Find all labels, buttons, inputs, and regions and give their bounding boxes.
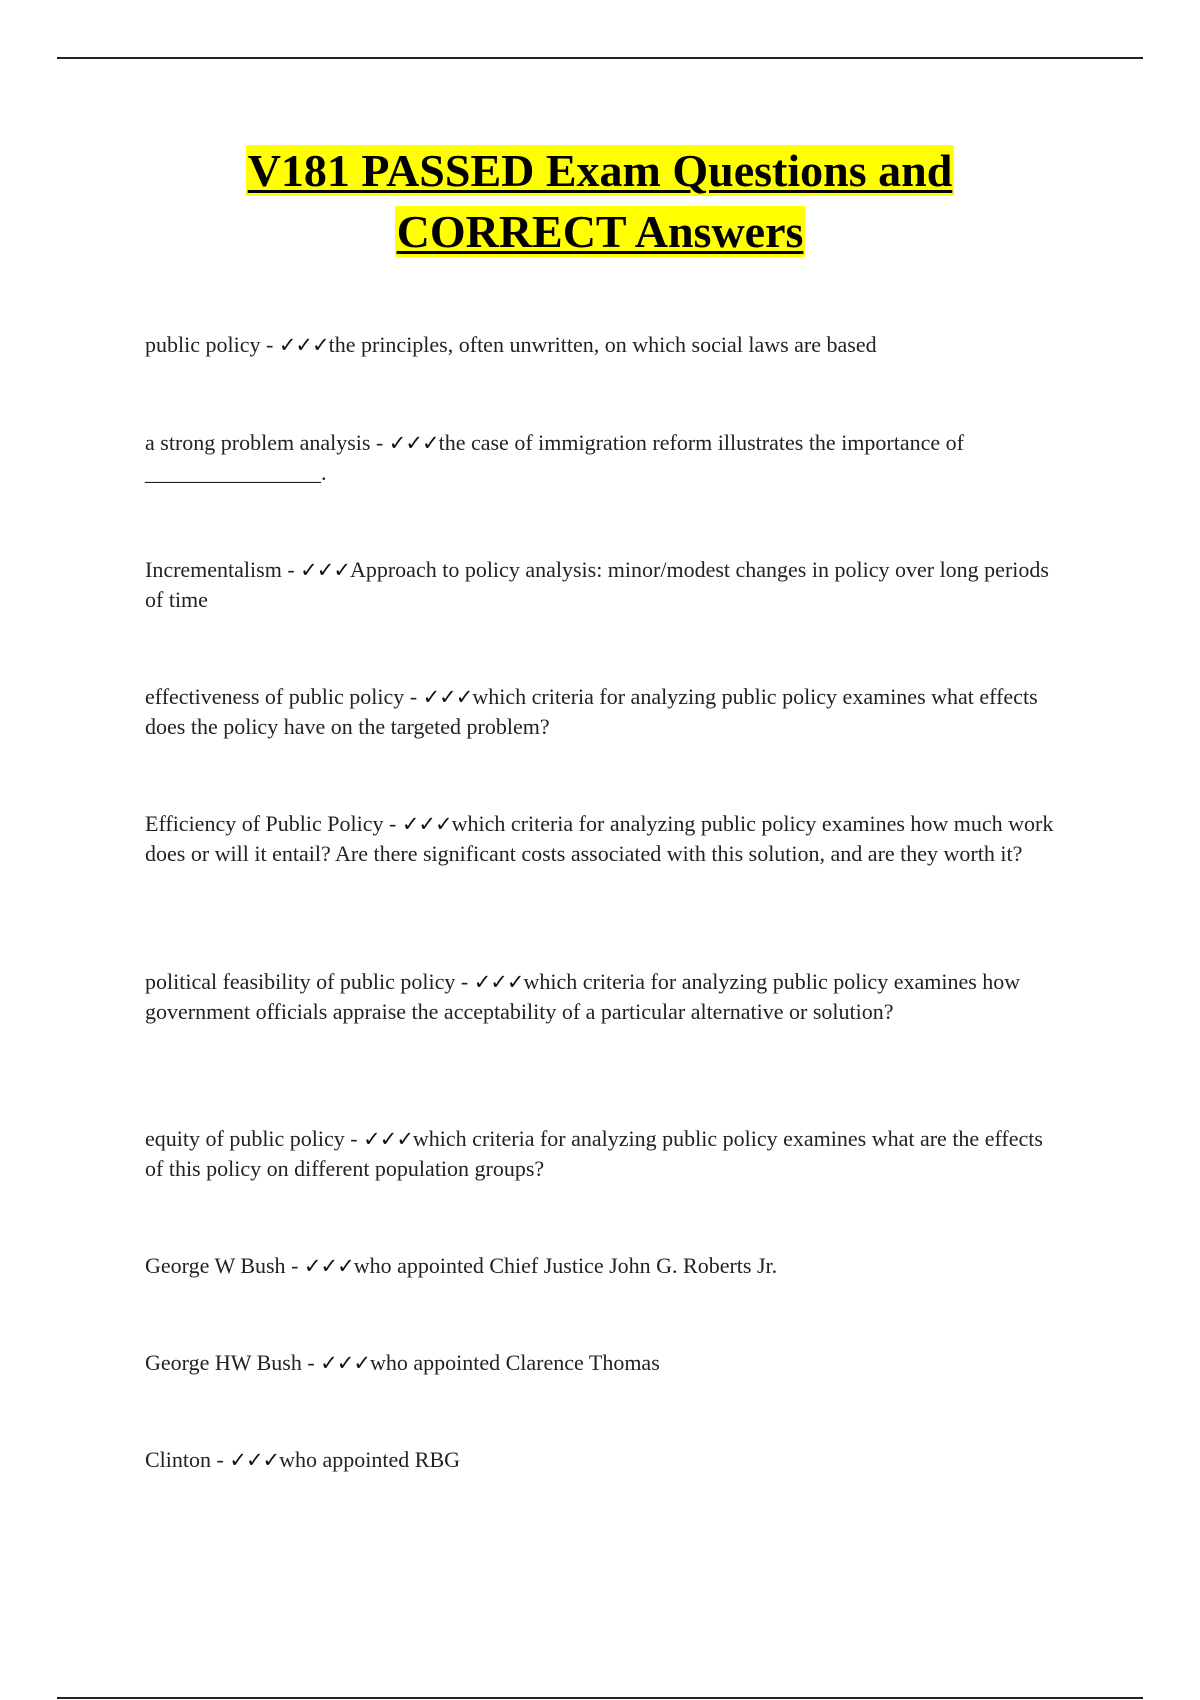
qa-answer: who appointed Clarence Thomas xyxy=(369,1350,660,1375)
qa-term: effectiveness of public policy xyxy=(145,684,405,709)
title-line-2: CORRECT Answers xyxy=(396,206,804,257)
qa-separator: - xyxy=(383,811,402,836)
qa-item xyxy=(145,1124,1065,1184)
check-marks-icon: ✓✓✓ xyxy=(422,685,473,709)
title-line-1: V181 PASSED Exam Questions and xyxy=(247,145,953,196)
qa-term: Incrementalism xyxy=(145,557,282,582)
document-title xyxy=(100,140,1100,262)
top-rule xyxy=(57,57,1143,59)
qa-term: political feasibility of public policy xyxy=(145,969,456,994)
check-marks-icon: ✓✓✓ xyxy=(388,431,439,455)
check-marks-icon: ✓✓✓ xyxy=(363,1127,413,1151)
qa-item xyxy=(145,809,1065,869)
qa-item xyxy=(145,1348,1065,1378)
qa-separator: - xyxy=(455,969,474,994)
qa-answer: which criteria for analyzing public policy examines what effects does the policy have on the targeted problem? xyxy=(145,684,1038,739)
qa-separator: - xyxy=(281,557,301,582)
qa-term: George HW Bush xyxy=(145,1350,302,1375)
qa-term: George W Bush xyxy=(145,1253,286,1278)
qa-term: public policy xyxy=(145,332,261,357)
qa-answer: the principles, often unwritten, on which social laws are based xyxy=(328,332,877,357)
check-marks-icon: ✓✓✓ xyxy=(303,1254,354,1278)
qa-item xyxy=(145,682,1065,742)
qa-term: Clinton xyxy=(145,1447,212,1472)
qa-answer: which criteria for analyzing public policy examines what are the effects of this policy on different population groups? xyxy=(145,1126,1043,1181)
qa-item xyxy=(145,330,1065,360)
bottom-rule xyxy=(57,1697,1143,1699)
check-marks-icon: ✓✓✓ xyxy=(320,1351,370,1375)
qa-item xyxy=(145,555,1065,615)
qa-item xyxy=(145,1445,1065,1475)
qa-term: equity of public policy xyxy=(145,1126,345,1151)
qa-answer: which criteria for analyzing public policy examines how government officials appraise the acceptability of a particular alternative or solution? xyxy=(145,969,1021,1024)
check-marks-icon: ✓✓✓ xyxy=(473,970,524,994)
qa-answer: Approach to policy analysis: minor/modest changes in policy over long periods of time xyxy=(145,557,1049,612)
qa-separator: - xyxy=(211,1447,230,1472)
qa-separator: - xyxy=(301,1350,321,1375)
qa-answer: who appointed RBG xyxy=(279,1447,461,1472)
qa-term: a strong problem analysis xyxy=(145,430,371,455)
qa-answer: which criteria for analyzing public policy examines how much work does or will it entail? Are there significant costs associated with this solution, and are they worth it? xyxy=(145,811,1054,866)
qa-separator: - xyxy=(370,430,389,455)
check-marks-icon: ✓✓✓ xyxy=(229,1448,280,1472)
check-marks-icon: ✓✓✓ xyxy=(300,558,350,582)
qa-separator: - xyxy=(404,684,423,709)
qa-separator: - xyxy=(344,1126,364,1151)
qa-separator: - xyxy=(285,1253,304,1278)
qa-answer: who appointed Chief Justice John G. Roberts Jr. xyxy=(353,1253,778,1278)
qa-term: Efficiency of Public Policy xyxy=(145,811,384,836)
qa-answer: the case of immigration reform illustrates the importance of ________________. xyxy=(145,430,964,485)
qa-item xyxy=(145,967,1065,1027)
qa-separator: - xyxy=(260,332,279,357)
qa-item xyxy=(145,428,1065,488)
check-marks-icon: ✓✓✓ xyxy=(401,812,452,836)
qa-item xyxy=(145,1251,1065,1281)
check-marks-icon: ✓✓✓ xyxy=(278,333,329,357)
